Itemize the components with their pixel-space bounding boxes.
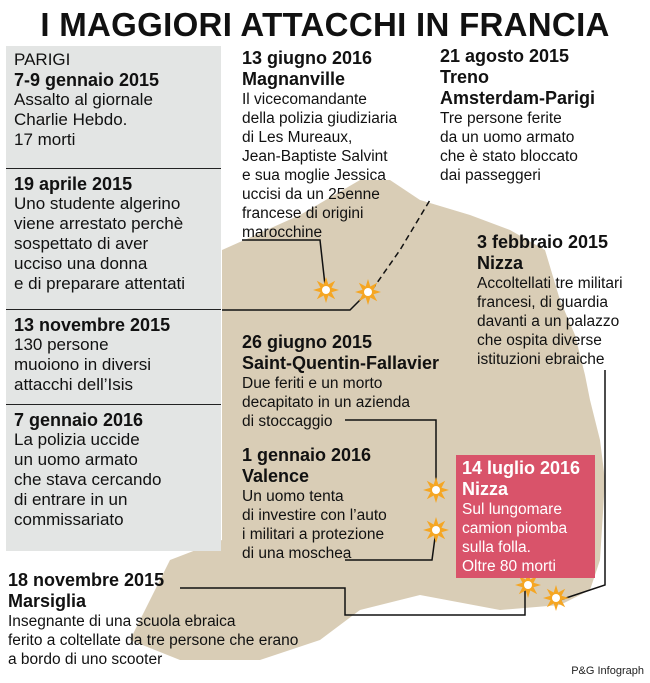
- event-line: Oltre 80 morti: [462, 558, 556, 575]
- event-line: ferito a coltellate da tre persone che erano: [8, 632, 299, 649]
- magnanville-burst-icon: [313, 277, 339, 303]
- event-line: di stoccaggio: [242, 413, 333, 430]
- event-place: Nizza: [477, 253, 524, 273]
- event-date: 1 gennaio 2016: [242, 445, 372, 465]
- event-date: 14 luglio 2016: [462, 458, 581, 478]
- event-line: camion piomba: [462, 520, 568, 537]
- paris-panel: [6, 46, 221, 551]
- divider: [6, 168, 221, 169]
- event-line: Tre persone ferite: [440, 110, 562, 127]
- event-date: 13 novembre 2015: [14, 315, 171, 335]
- event-line: e di preparare attentati: [14, 274, 186, 293]
- divider: [6, 404, 221, 405]
- event-nizza-jul: [456, 455, 595, 578]
- event-date: 26 giugno 2015: [242, 332, 373, 352]
- event-line: che è stato bloccato: [440, 148, 578, 165]
- event-place: Treno: [440, 67, 490, 87]
- event-line: i militari a protezione: [242, 526, 385, 543]
- event-line: La polizia uccide: [14, 430, 140, 449]
- event-line: a bordo di uno scooter: [8, 651, 163, 668]
- event-line: di Les Mureaux,: [242, 129, 353, 146]
- event-line: 17 morti: [14, 130, 76, 149]
- event-date: 7-9 gennaio 2015: [14, 70, 160, 90]
- event-line: Uno studente algerino: [14, 194, 181, 213]
- event-line: commissariato: [14, 510, 124, 529]
- event-date: 21 agosto 2015: [440, 46, 570, 66]
- event-line: Charlie Hebdo.: [14, 110, 128, 129]
- event-line: Assalto al giornale: [14, 90, 153, 109]
- event-line: di entrare in un: [14, 490, 128, 509]
- paris-event-section: [14, 174, 219, 294]
- event-line: della polizia giudiziaria: [242, 110, 398, 127]
- event-line: Sul lungomare: [462, 501, 562, 518]
- paris-burst-icon: [355, 279, 381, 305]
- event-line: marocchine: [242, 224, 323, 241]
- event-line: viene arrestato perchè: [14, 214, 184, 233]
- event-line: francese di origini: [242, 205, 364, 222]
- event-line: che stava cercando: [14, 470, 162, 489]
- event-line: muoiono in diversi: [14, 355, 152, 374]
- event-line: uccisi da un 25enne: [242, 186, 380, 203]
- event-line: Il vicecomandante: [242, 91, 367, 108]
- event-line: Insegnante di una scuola ebraica: [8, 613, 236, 630]
- event-treno: [440, 46, 640, 185]
- event-line: che ospita diverse: [477, 332, 602, 349]
- credit-label: P&G Infograph: [571, 665, 644, 677]
- event-line: Un uomo tenta: [242, 488, 344, 505]
- event-place: Magnanville: [242, 69, 346, 89]
- event-nizza-feb: [477, 232, 647, 369]
- event-line: di una moschea: [242, 545, 352, 562]
- event-date: 7 gennaio 2016: [14, 410, 144, 430]
- nizza-burst-icon: [543, 585, 569, 611]
- event-date: 18 novembre 2015: [8, 570, 165, 590]
- event-place: Valence: [242, 466, 310, 486]
- event-line: Jean-Baptiste Salvint: [242, 148, 388, 165]
- event-line: davanti a un palazzo: [477, 313, 620, 330]
- event-date: 13 giugno 2016: [242, 48, 373, 68]
- event-line: istituzioni ebraiche: [477, 351, 605, 368]
- event-line: un uomo armato: [14, 450, 138, 469]
- paris-event-section: [14, 410, 219, 530]
- paris-city-label: PARIGI: [14, 50, 71, 69]
- event-line: 130 persone: [14, 335, 109, 354]
- event-marsiglia: [8, 570, 368, 669]
- event-place: Marsiglia: [8, 591, 87, 611]
- divider: [6, 309, 221, 310]
- event-line: e sua moglie Jessica: [242, 167, 386, 184]
- event-line: da un uomo armato: [440, 129, 575, 146]
- event-line: dai passeggeri: [440, 167, 541, 184]
- event-place: Saint-Quentin-Fallavier: [242, 353, 440, 373]
- event-line: Accoltellati tre militari: [477, 275, 623, 292]
- event-date: 19 aprile 2015: [14, 174, 133, 194]
- event-valence: [242, 445, 442, 563]
- event-line: sospettato di aver: [14, 234, 149, 253]
- event-line: Due feriti e un morto: [242, 375, 383, 392]
- event-place: Nizza: [462, 479, 509, 499]
- event-line: ucciso una donna: [14, 254, 148, 273]
- event-saint-quentin: [242, 332, 472, 431]
- event-line: attacchi dell’Isis: [14, 375, 134, 394]
- event-line: sulla folla.: [462, 539, 531, 556]
- event-line: di investire con l’auto: [242, 507, 387, 524]
- event-date: 3 febbraio 2015: [477, 232, 609, 252]
- page-title: I MAGGIORI ATTACCHI IN FRANCIA: [40, 6, 610, 43]
- paris-event-section: [14, 315, 219, 395]
- paris-city-section: [14, 50, 219, 150]
- event-line: decapitato in un azienda: [242, 394, 411, 411]
- event-magnanville: [242, 48, 432, 242]
- event-place-2: Amsterdam-Parigi: [440, 88, 596, 108]
- event-line: francesi, di guardia: [477, 294, 608, 311]
